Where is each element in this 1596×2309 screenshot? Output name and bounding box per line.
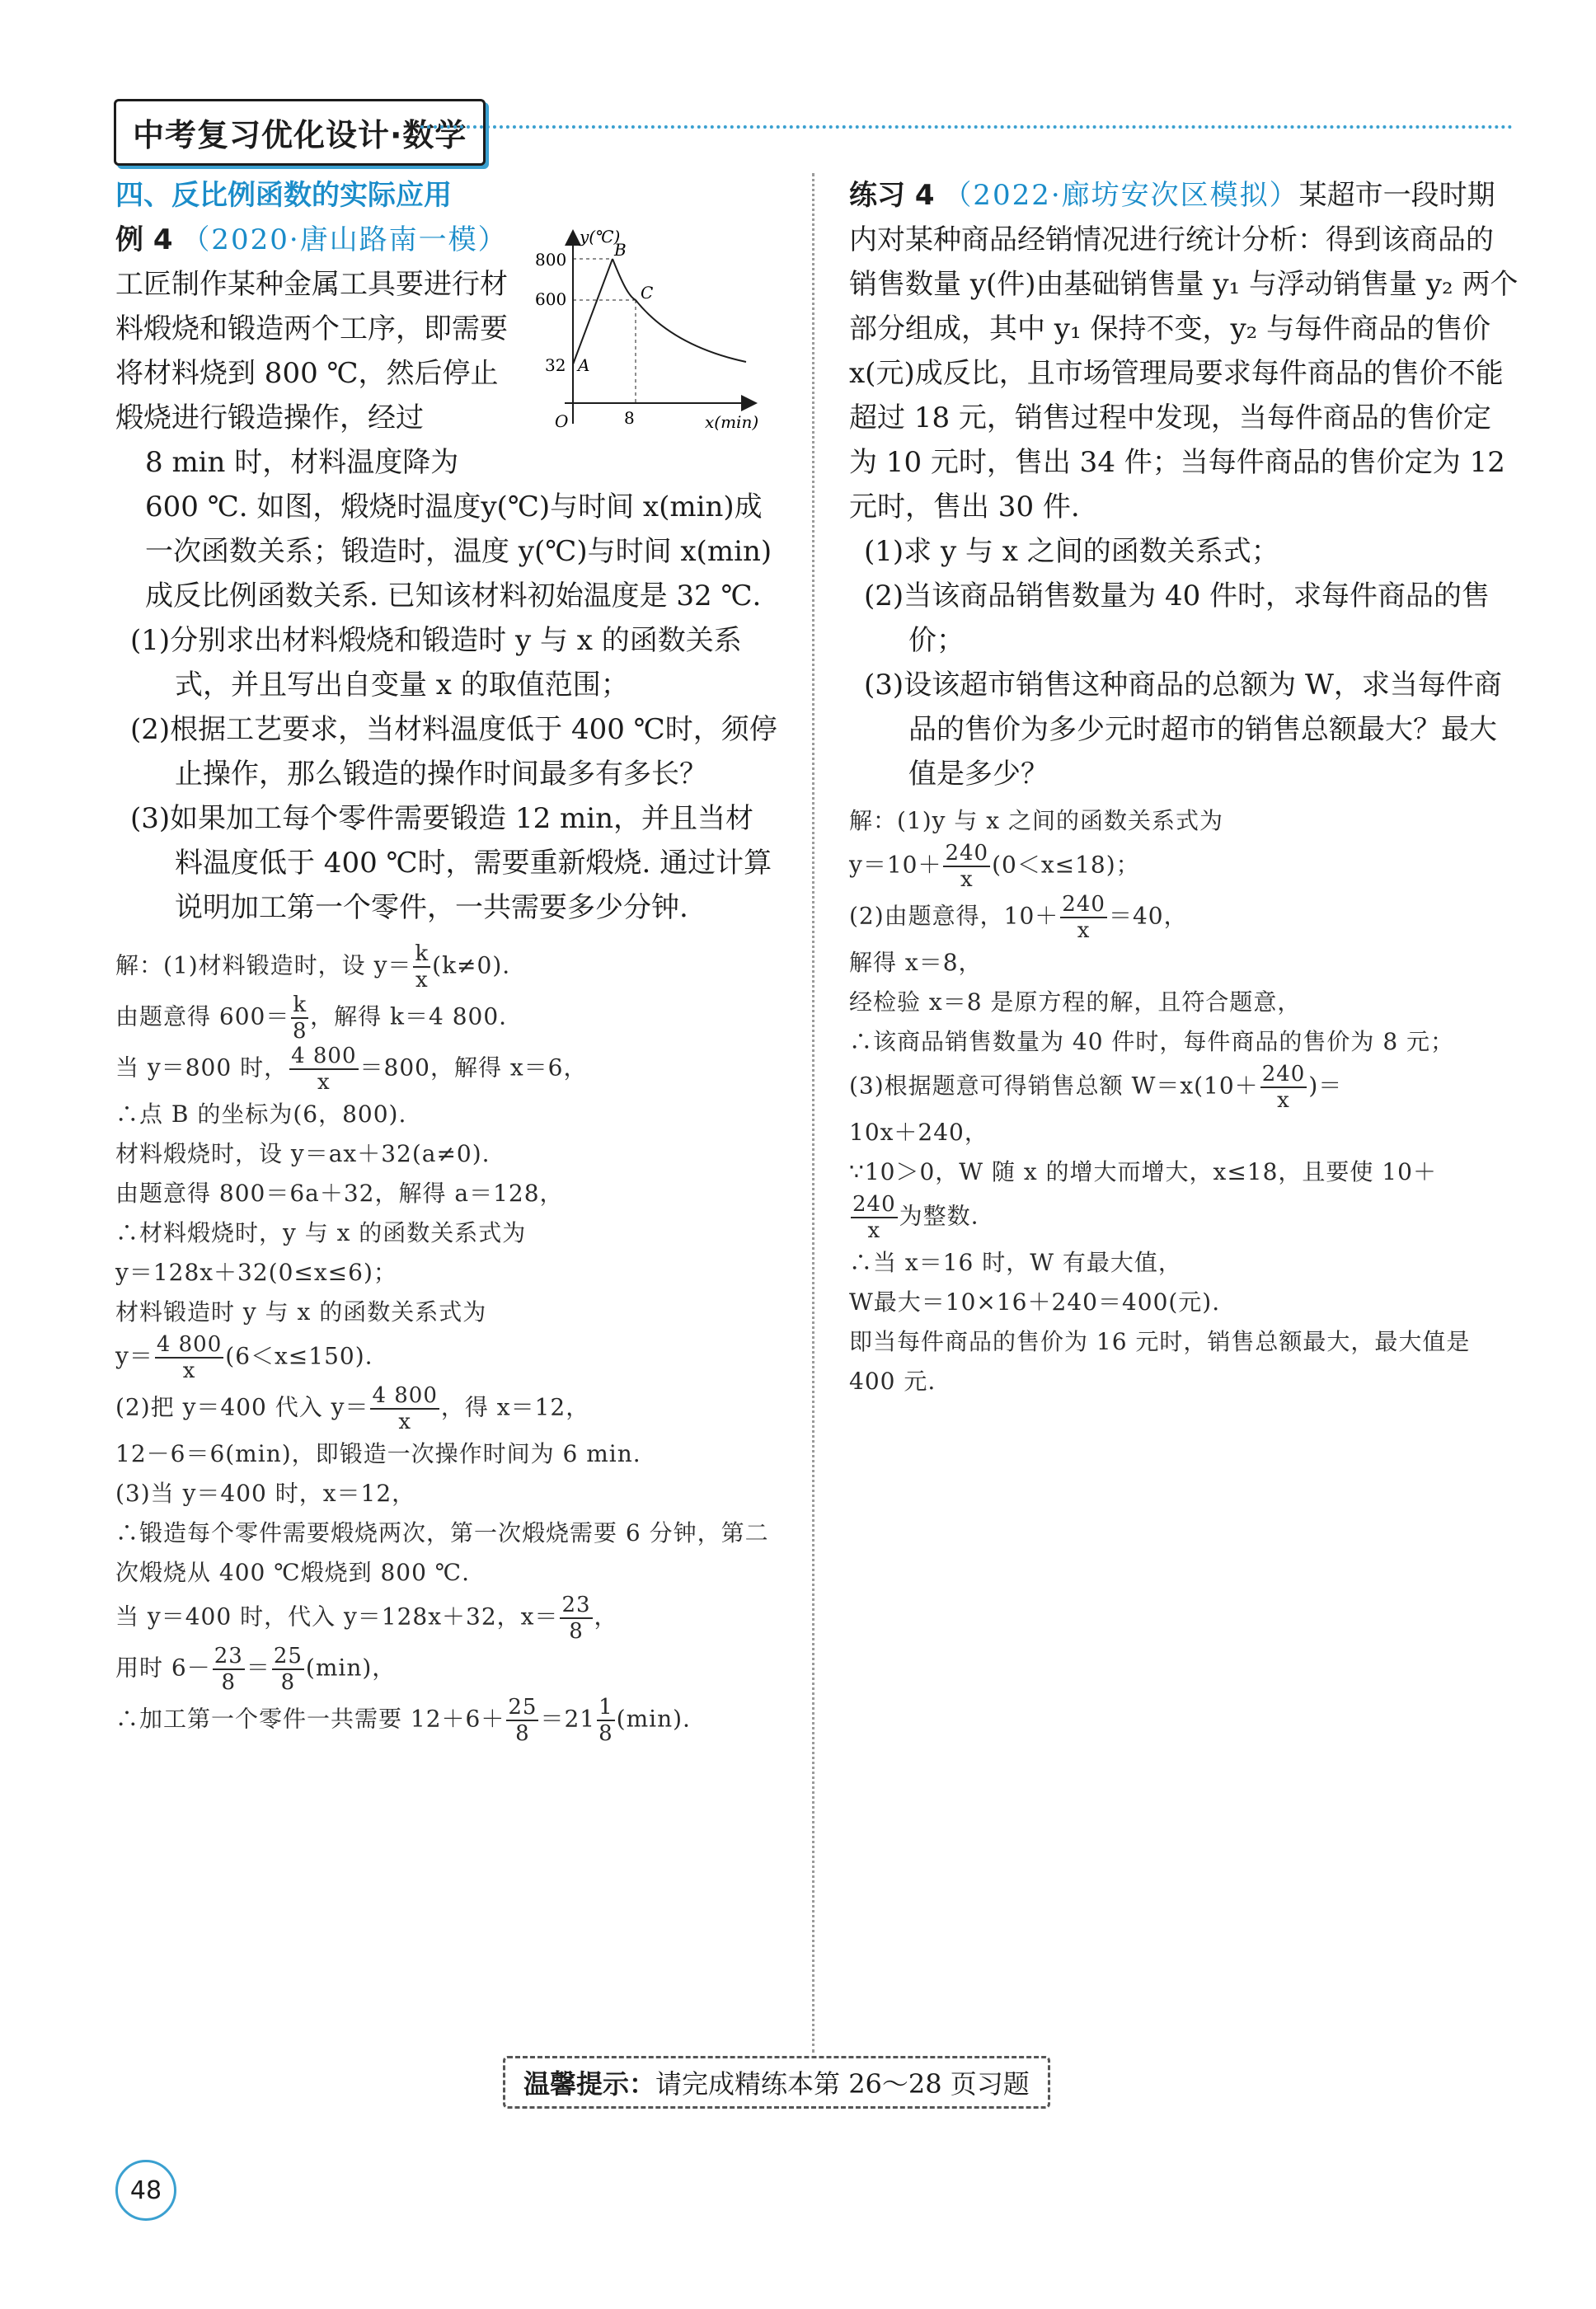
sol-line: W最大＝10×16＋240＝400(元). (849, 1288, 1221, 1316)
reminder-text: 请完成精练本第 26～28 页习题 (655, 2068, 1030, 2100)
sol-line: ∴材料煅烧时，y 与 x 的函数关系式为 (115, 1219, 527, 1246)
practice-solution (849, 801, 1519, 1401)
practice-text: 某超市一段时期内对某种商品经销情况进行统计分析：得到该商品的销售数量 y(件)由基础销售量 y₁ 与浮动销售量 y₂ 两个部分组成，其中 y₁ 保持不变，y₂ 与每件商品的售价 x(元)成反比，且市场管理局要求每件商品的售价不能超过 18 元，销售过程中发现，当每件商品的售价定为 10 元时，售出 34 件；当每件商品的售价定为 12 元时，售出 30 件. (849, 179, 1519, 523)
graph-forging-curve (613, 259, 746, 362)
sol-line: 材料锻造时 y 与 x 的函数关系式为 (115, 1298, 487, 1326)
sol-line: ∵10＞0，W 随 x 的增大而增大，x≤18，且要使 10＋ (849, 1158, 1437, 1185)
sol-line: 经检验 x＝8 是原方程的解，且符合题意， (849, 988, 1302, 1016)
sol-line: 当 y＝800 时， $\frac{4 800}{x}$ ＝800，解得 x＝6， (115, 1044, 588, 1095)
column-divider (812, 173, 814, 2053)
example-question-1: (1)分别求出材料煅烧和锻造时 y 与 x 的函数关系式，并且写出自变量 x 的取值范围； (130, 624, 742, 702)
sol-line: ∴锻造每个零件需要煅烧两次，第一次煅烧需要 6 分钟，第二次煅烧从 400 ℃煅烧到 800 ℃. (115, 1519, 769, 1586)
practice-question-2: (2)当该商品销售数量为 40 件时，求每件商品的售价； (864, 580, 1490, 657)
sol-line: 解：(1)材料锻造时，设 y＝ $\frac{k}{x}$ (k≠0). (115, 941, 511, 993)
sol-line: y＝ $\frac{4 800}{x}$ (6＜x≤150). (115, 1332, 373, 1383)
graph-y-label: y(℃) (580, 227, 621, 246)
graph-tick-8: 8 (624, 408, 635, 428)
sol-line: (2)把 y＝400 代入 y＝ $\frac{4 800}{x}$ ，得 x＝12， (115, 1383, 590, 1434)
temperature-graph (532, 218, 779, 440)
sol-line: 即当每件商品的售价为 16 元时，销售总额最大，最大值是 400 元. (849, 1328, 1471, 1395)
practice-paragraph (849, 173, 1519, 529)
graph-origin: O (555, 411, 569, 431)
page-header (114, 99, 486, 166)
sol-line: 10x＋240， (849, 1119, 988, 1146)
sol-line: 12－6＝6(min)，即锻造一次操作时间为 6 min. (115, 1440, 641, 1467)
sol-line: (3)当 y＝400 时，x＝12， (115, 1480, 416, 1507)
example-question-2: (2)根据工艺要求，当材料温度低于 400 ℃时，须停止操作，那么锻造的操作时间最多有多长？ (130, 713, 777, 791)
sol-line: 当 y＝400 时，代入 y＝128x＋32，x＝ $\frac{23}{8}$ ， (115, 1593, 618, 1644)
graph-tick-800: 800 (535, 250, 567, 270)
graph-x-label: x(min) (705, 412, 759, 432)
graph-point-c: C (641, 283, 654, 303)
sol-line: (2)由题意得，10＋ $\frac{240}{x}$ ＝40， (849, 892, 1188, 943)
example-solution (115, 941, 779, 1746)
sol-line: ∴加工第一个零件一共需要 12＋6＋ $\frac{25}{8}$ ＝21 $\frac{1}{8}$ (min). (115, 1695, 691, 1746)
sol-line: 由题意得 600＝ $\frac{k}{8}$ ，解得 k＝4 800. (115, 993, 508, 1044)
sol-line: 解得 x＝8， (849, 949, 983, 976)
sol-line: $\frac{240}{x}$ 为整数. (852, 1192, 979, 1243)
right-column (849, 173, 1519, 1401)
sol-line: 由题意得 800＝6a＋32，解得 a＝128， (115, 1180, 564, 1207)
sol-line: 材料煅烧时，设 y＝ax＋32(a≠0). (115, 1140, 491, 1167)
section-title: 四、反比例函数的实际应用 (115, 179, 452, 212)
graph-tick-32: 32 (545, 355, 566, 375)
sol-line: 用时 6－ $\frac{23}{8}$ ＝ $\frac{25}{8}$ (min)， (115, 1644, 397, 1695)
sol-line: (3)根据题意可得销售总额 W＝x(10＋ $\frac{240}{x}$ )＝ (849, 1062, 1343, 1113)
sol-line: y＝10＋ $\frac{240}{x}$ (0＜x≤18)； (849, 841, 1140, 892)
example-text-1: 工匠制作某种金属工具要进行材料煅烧和锻造两个工序，即需要将材料烧到 800 ℃，然后停止煅烧进行锻造操作，经过 (115, 268, 508, 434)
example-question-3: (3)如果加工每个零件需要锻造 12 min，并且当材料温度低于 400 ℃时，需要重新煅烧. 通过计算说明加工第一个零件，一共需要多少分钟. (130, 802, 772, 924)
example-label: 例 4 (115, 223, 173, 256)
practice-question-3: (3)设该超市销售这种商品的总额为 W，求当每件商品的售价为多少元时超市的销售总额最大？最大值是多少？ (864, 669, 1502, 791)
sol-line: 解：(1)y 与 x 之间的函数关系式为 (849, 807, 1223, 834)
sol-line: ∴当 x＝16 时，W 有最大值， (849, 1249, 1182, 1276)
header-dotted-rule (420, 125, 1513, 129)
example-text-2: 8 min 时，材料温度降为 600 ℃. 如图，煅烧时温度y(℃)与时间 x(min)成一次函数关系；锻造时，温度 y(℃)与时间 x(min)成反比例函数关系. 已知该材料初始温度是 32 ℃. (145, 446, 772, 612)
sol-line: ∴点 B 的坐标为(6，800). (115, 1101, 407, 1128)
example-source: （2020·唐山路南一模） (181, 223, 508, 256)
graph-tick-600: 600 (535, 289, 567, 309)
reminder-label: 温馨提示： (523, 2068, 656, 2100)
graph-heating-segment (573, 259, 613, 364)
practice-label: 练习 4 (849, 179, 935, 212)
reminder-box (503, 2056, 1050, 2109)
practice-question-1: (1)求 y 与 x 之间的函数关系式； (864, 535, 1279, 568)
page-number: 48 (115, 2160, 176, 2221)
graph-point-a: A (578, 355, 590, 375)
header-title: 中考复习优化设计·数学 (114, 99, 486, 166)
left-column (115, 173, 779, 1746)
sol-line: y＝128x＋32(0≤x≤6)； (115, 1259, 397, 1286)
graph-point-b: B (614, 240, 627, 260)
practice-source: （2022·廊坊安次区模拟） (943, 179, 1299, 212)
sol-line: ∴该商品销售数量为 40 件时，每件商品的售价为 8 元； (849, 1028, 1455, 1055)
